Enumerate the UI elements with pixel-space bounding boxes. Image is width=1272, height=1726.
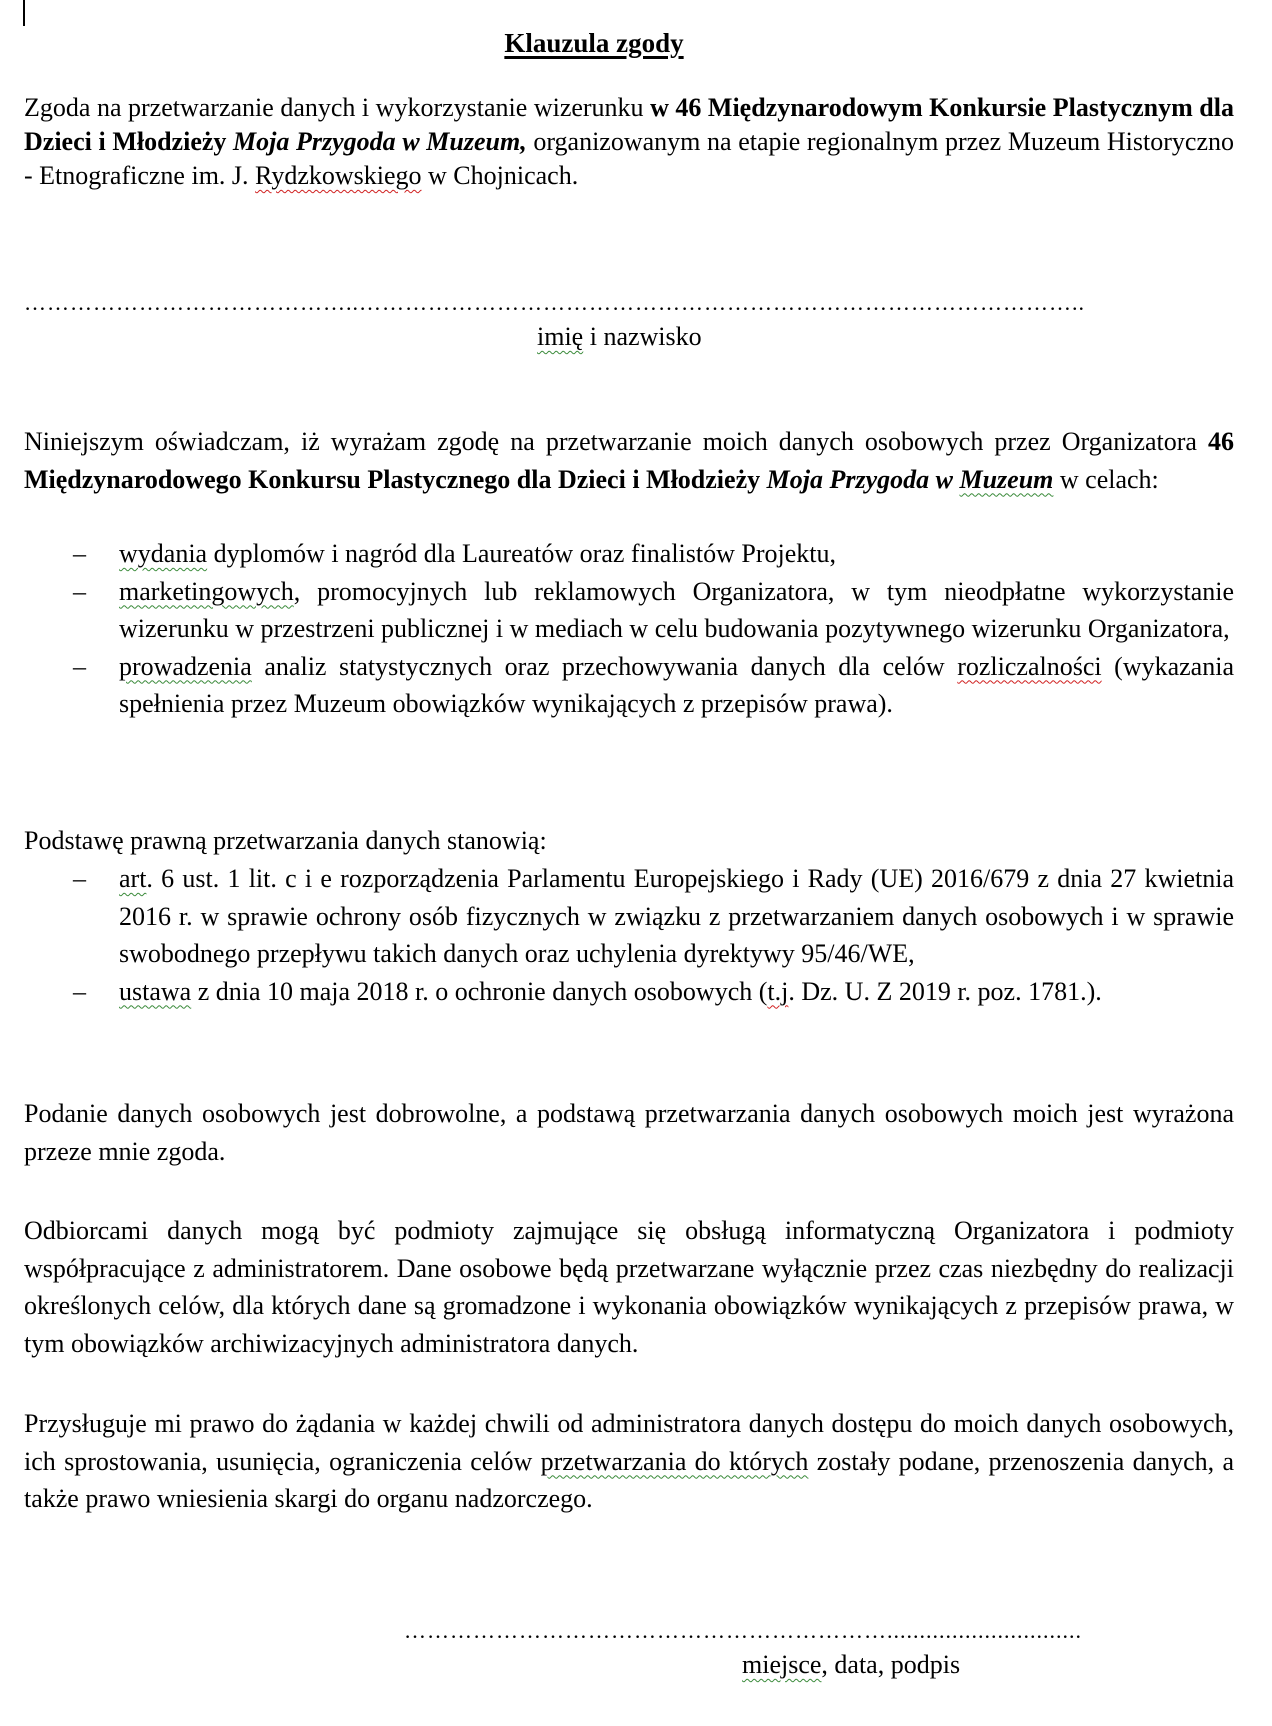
spellcheck-flagged-word[interactable]: t.j	[767, 976, 789, 1006]
dash-bullet-icon: –	[73, 651, 86, 681]
list-item-text: dyplomów i nagród dla Laureatów oraz finalistów Projektu,	[207, 539, 836, 568]
list-item	[24, 648, 1234, 723]
grammar-flagged-word[interactable]: art	[119, 864, 147, 893]
document-title: Klauzula zgody	[504, 28, 684, 58]
grammar-flagged-word[interactable]: ustawa	[119, 976, 192, 1006]
rights-text-1: Przysługuje mi prawo do żądania w każdej chwili od administratora danych dostępu do moich danych osobowych, ich sprostowania, usunięcia, ograniczenia celów	[24, 1409, 1234, 1476]
list-item	[24, 860, 1234, 973]
grammar-flagged-word[interactable]: wydania	[119, 539, 208, 568]
grammar-flagged-word[interactable]: prowadzenia	[119, 651, 252, 681]
contest-name-bold: w 46 Międzynarodowym Konkursie Plastycznym dla Dzieci i Młodzieży	[24, 93, 1234, 156]
list-item-text: , promocyjnych lub reklamowych Organizatora, w tym nieodpłatne wykorzystanie wizerunku w przestrzeni publicznej i w mediach w celu budowania pozytywnego wizerunku Organizatora,	[119, 576, 1234, 643]
dash-bullet-icon: –	[73, 576, 86, 606]
name-field-caption	[537, 322, 702, 352]
text-cursor	[23, 0, 25, 26]
legal-basis-list	[24, 860, 1234, 1010]
list-item	[24, 973, 1234, 1011]
grammar-flagged-phrase[interactable]: przetwarzania do których	[540, 1446, 809, 1476]
list-item	[24, 535, 1234, 573]
voluntary-paragraph: Podanie danych osobowych jest dobrowolne, a podstawą przetwarzania danych osobowych moich jest wyrażona przeze mnie zgoda.	[24, 1099, 1234, 1166]
declaration-paragraph	[24, 423, 1234, 498]
intro-text-2: organizowanym na etapie regionalnym przez Muzeum Historyczno - Etnograficzne im. J.	[24, 127, 1234, 190]
declaration-text-2: w celach:	[1053, 464, 1159, 494]
declaration-contest-bold: 46 Międzynarodowego Konkursu Plastycznego dla Dzieci i Młodzieży	[24, 427, 1234, 494]
list-item-text: analiz statystycznych oraz przechowywania danych dla celów	[251, 651, 958, 681]
list-item	[24, 573, 1234, 648]
intro-text-1: Zgoda na przetwarzanie danych i wykorzystanie wizerunku	[24, 93, 651, 122]
intro-paragraph	[24, 91, 1234, 193]
purposes-list	[24, 535, 1234, 723]
spellcheck-flagged-word[interactable]: Rydzkowskiego	[255, 161, 422, 190]
declaration-text-1: Niniejszym oświadczam, iż wyrażam zgodę na przetwarzanie moich danych osobowych przez Organizatora	[24, 427, 1208, 456]
contest-title-italic: Moja Przygoda w Muzeum,	[233, 127, 527, 156]
spellcheck-flagged-word[interactable]: rozliczalności	[957, 651, 1102, 681]
signature-caption	[742, 1650, 960, 1680]
rights-paragraph	[24, 1405, 1234, 1518]
list-item-text: . Dz. U. Z 2019 r. poz. 1781.).	[788, 976, 1102, 1006]
signature-dotted-line[interactable]: ………………………………………………………..............................	[404, 1618, 1082, 1643]
grammar-flagged-word[interactable]: miejsce	[742, 1650, 822, 1679]
recipients-paragraph: Odbiorcami danych mogą być podmioty zajmujące się obsługą informatyczną Organizatora i podmioty współpracujące z administratorem. Dane osobowe będą przetwarzane wyłącznie przez czas niezbędny do realizacji określonych celów, dla których dane są gromadzone i wykonania obowiązków wynikających z przepisów prawa, w tym obowiązków archiwizacyjnych administratora danych.	[24, 1216, 1234, 1358]
grammar-flagged-word[interactable]: imię	[537, 322, 584, 351]
grammar-flagged-word[interactable]: Muzeum	[959, 464, 1054, 494]
legal-basis-heading: Podstawę prawną przetwarzania danych stanowią:	[24, 826, 547, 855]
intro-text-3: w Chojnicach.	[421, 161, 579, 190]
declaration-contest-title: Moja Przygoda w	[766, 464, 960, 494]
grammar-flagged-word[interactable]: marketingowych	[119, 576, 294, 606]
dash-bullet-icon: –	[73, 864, 86, 893]
dash-bullet-icon: –	[73, 976, 86, 1006]
list-item-text: . 6 ust. 1 lit. c i e rozporządzenia Parlamentu Europejskiego i Rady (UE) 2016/679 z dnia 27 kwietnia 2016 r. w sprawie ochrony osób fizycznych w związku z przetwarzaniem danych osobowych i w sprawie swobodnego przepływu takich danych oraz uchylenia dyrektywy 95/46/WE,	[119, 864, 1234, 968]
list-item-text: z dnia 10 maja 2018 r. o ochronie danych osobowych (	[191, 976, 768, 1006]
list-item-text: (wykazania spełnienia przez Muzeum obowiązków wynikających z przepisów prawa).	[119, 651, 1234, 718]
name-dotted-line[interactable]: ……………………………………..…………………………………………………………………………………..	[24, 290, 1085, 315]
signature-caption-text: , data, podpis	[821, 1650, 961, 1679]
name-caption-text: i nazwisko	[583, 322, 702, 351]
dash-bullet-icon: –	[73, 539, 86, 568]
rights-text-2: zostały podane, przenoszenia danych, a także prawo wniesienia skargi do organu nadzorczego.	[24, 1446, 1234, 1513]
